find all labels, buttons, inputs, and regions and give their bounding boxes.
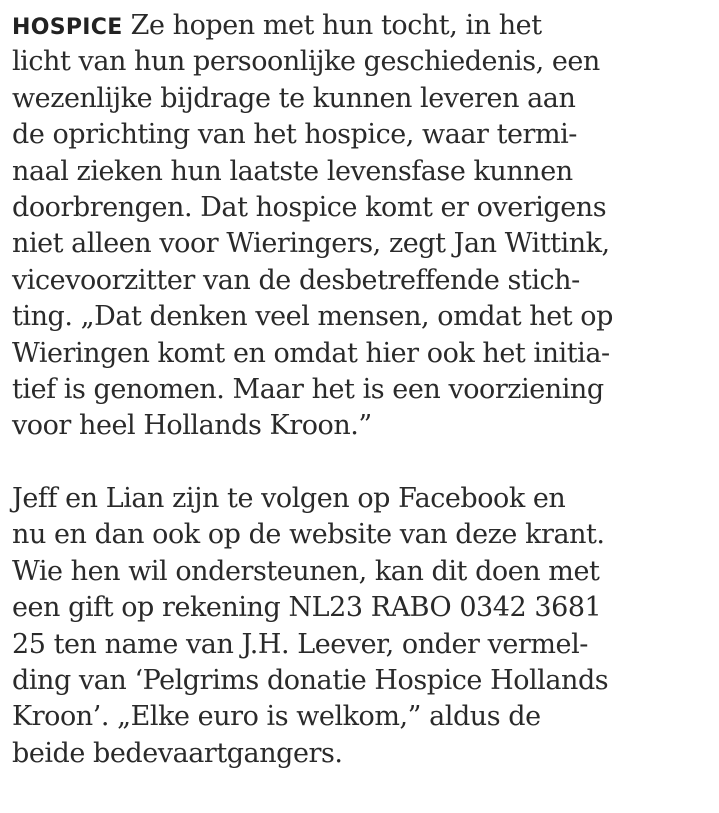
text-line: niet alleen voor Wieringers, zegt Jan Wittink, [12,228,610,260]
paragraph-hospice [12,8,702,445]
text-line: ting. „Dat denken veel mensen, omdat het op [12,301,613,333]
text-line: ding van ‘Pelgrims donatie Hospice Hollands [12,665,609,697]
text-line: vicevoorzitter van de desbetreffende stich- [12,264,580,296]
first-line-text: Ze hopen met hun tocht, in het [122,10,542,41]
text-line: 25 ten name van J.H. Leever, onder vermel- [12,628,588,660]
text-line: wezenlijke bijdrage te kunnen leveren aan [12,82,576,114]
text-line: beide bedevaartgangers. [12,737,343,769]
article-body [12,8,702,772]
text-line: nu en dan ook op de website van deze krant. [12,519,605,551]
paragraph-donation [12,481,702,772]
text-line: tief is genomen. Maar het is een voorziening [12,373,604,405]
text-line: een gift op rekening NL23 RABO 0342 3681 [12,592,602,624]
kicker-label: HOSPICE [12,15,123,40]
text-line: Kroon’. „Elke euro is welkom,” aldus de [12,701,541,733]
text-line: naal zieken hun laatste levensfase kunnen [12,155,573,187]
text-line [12,8,702,44]
text-line: Jeff en Lian zijn te volgen op Facebook en [12,483,566,515]
text-line: de oprichting van het hospice, waar termi- [12,119,577,151]
text-line: Wie hen wil ondersteunen, kan dit doen met [12,555,600,587]
paragraph-spacer [12,445,702,481]
text-line: doorbrengen. Dat hospice komt er overigens [12,191,607,223]
text-line: licht van hun persoonlijke geschiedenis, een [12,46,600,78]
text-line: Wieringen komt en omdat hier ook het initia- [12,337,610,369]
text-line: voor heel Hollands Kroon.” [12,410,372,442]
